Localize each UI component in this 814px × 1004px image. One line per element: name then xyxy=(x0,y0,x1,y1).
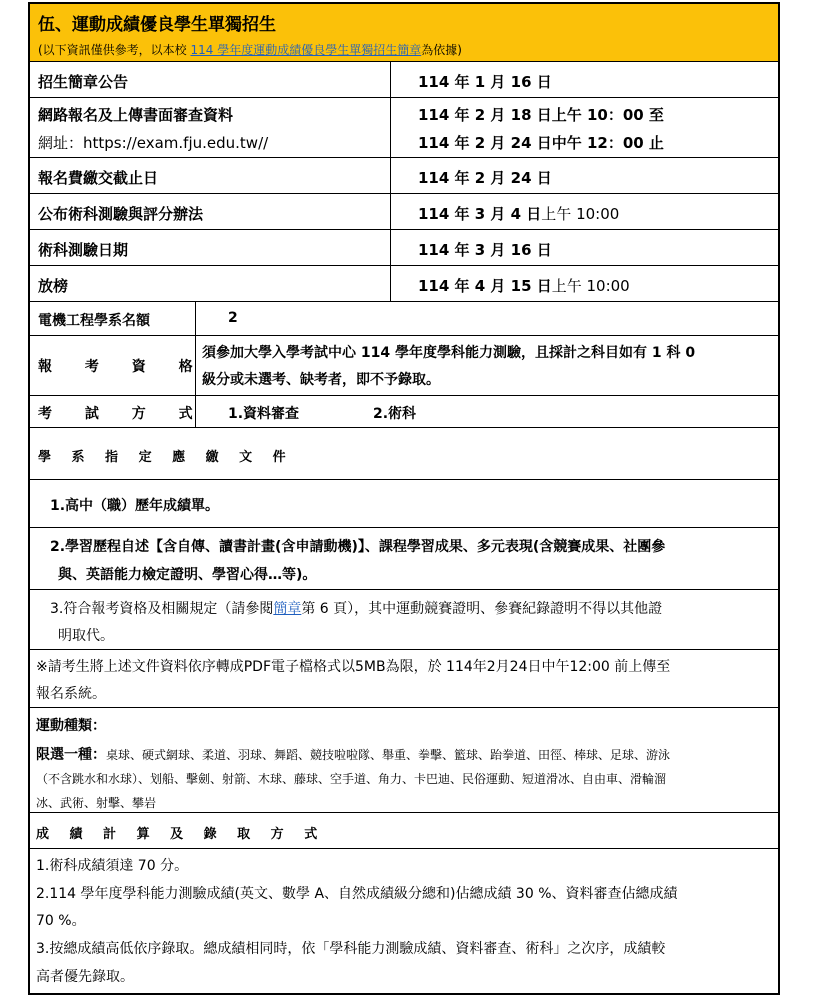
sports-line3: 冰、武術、射擊、攀岩 xyxy=(36,796,157,810)
schedule-label: 公布術科測驗與評分辦法 xyxy=(38,205,204,223)
schedule-label: 術科測驗日期 xyxy=(38,241,129,259)
schedule-value: 114 年 2 月 18 日上午 10：00 至 xyxy=(418,106,664,124)
schedule-value: 114 年 4 月 15 日上午 10:00 xyxy=(418,277,630,295)
schedule-row-fee xyxy=(30,158,778,194)
sports-heading: 運動種類： xyxy=(36,718,106,734)
documents-notice-row xyxy=(30,650,778,708)
schedule-label: 放榜 xyxy=(38,277,69,295)
documents-item2-row xyxy=(30,528,778,590)
sports-line2: （不含跳水和水球）、划船、擊劍、射箭、木球、藤球、空手道、角力、卡巴迪、民俗運動、短道滑冰、自由車、滑輪溜 xyxy=(36,772,667,786)
eligibility-label: 報 考 資 格 xyxy=(38,359,207,375)
documents-item1-row xyxy=(30,480,778,528)
schedule-value-end: 114 年 2 月 24 日中午 12：00 止 xyxy=(418,134,664,152)
header-note: (以下資訊僅供參考，以本校 114 學年度運動成績優良學生單獨招生簡章為依據) xyxy=(38,43,462,57)
admission-info-table xyxy=(28,2,780,995)
scoring-line2: 2.114 學年度學科能力測驗成績(英文、數學 A、自然成績級分總和)佔總成績 30 %、資料審查佔總成績 xyxy=(36,886,678,902)
sports-row xyxy=(30,708,778,813)
eligibility-line2: 級分或未選考、缺考者，即不予錄取。 xyxy=(202,372,440,388)
eligibility-row xyxy=(30,336,778,396)
schedule-label: 報名費繳交截止日 xyxy=(38,169,159,187)
scoring-heading: 成 績 計 算 及 錄 取 方 式 xyxy=(36,827,326,842)
schedule-label: 招生簡章公告 xyxy=(38,73,129,91)
documents-heading-row xyxy=(30,428,778,480)
schedule-value: 114 年 3 月 16 日 xyxy=(418,241,552,259)
schedule-label: 網路報名及上傳書面審查資料 xyxy=(38,106,234,124)
schedule-value: 114 年 3 月 4 日上午 10:00 xyxy=(418,205,620,223)
documents-item3-row xyxy=(30,590,778,650)
documents-notice-line2: 報名系統。 xyxy=(36,686,106,702)
quota-row xyxy=(30,302,778,336)
schedule-value: 114 年 1 月 16 日 xyxy=(418,73,552,91)
documents-heading: 學 系 指 定 應 繳 文 件 xyxy=(38,450,294,465)
exam-method-row xyxy=(30,396,778,428)
scoring-line1: 1.術科成績須達 70 分。 xyxy=(36,858,189,874)
exam-method-item2: 2.術科 xyxy=(373,406,417,422)
exam-method-item1: 1.資料審查 xyxy=(228,406,300,422)
registration-url[interactable]: 網址：https://exam.fju.edu.tw// xyxy=(38,134,269,152)
brochure-page-link[interactable]: 簡章 xyxy=(273,601,302,617)
schedule-value: 114 年 2 月 24 日 xyxy=(418,169,552,187)
eligibility-line1: 須參加大學入學考試中心 114 學年度學科能力測驗，且採計之科目如有 1 科 0 xyxy=(202,345,696,361)
brochure-link[interactable]: 114 學年度運動成績優良學生單獨招生簡章 xyxy=(190,43,422,57)
documents-item2-line1: 2.學習歷程自述【含自傳、讀書計畫(含申請動機)】、課程學習成果、多元表現(含競賽成果、社團參 xyxy=(50,539,666,555)
sports-line1: 限選一種：桌球、硬式網球、柔道、羽球、舞蹈、競技啦啦隊、舉重、拳擊、籃球、跆拳道、田徑、棒球、足球、游泳 xyxy=(36,747,671,763)
scoring-heading-row xyxy=(30,813,778,849)
header-row xyxy=(30,4,778,62)
scoring-body xyxy=(30,849,778,995)
quota-label: 電機工程學系名額 xyxy=(38,313,150,329)
documents-notice-line1: ※請考生將上述文件資料依序轉成PDF電子檔格式以5MB為限，於 114年2月24日中午12:00 前上傳至 xyxy=(36,659,671,675)
exam-method-label: 考 試 方 式 xyxy=(38,406,207,422)
schedule-row-rules xyxy=(30,194,778,230)
documents-item1: 1.高中（職）歷年成績單。 xyxy=(50,498,220,514)
section-title: 伍、運動成績優良學生單獨招生 xyxy=(38,15,276,35)
schedule-row-brochure xyxy=(30,62,778,98)
documents-item3-line2: 明取代。 xyxy=(58,628,114,644)
documents-item3-line1: 3.符合報考資格及相關規定（請參閱簡章第 6 頁），其中運動競賽證明、參賽紀錄證明不得以其他證 xyxy=(50,601,663,617)
scoring-line4: 3.按總成績高低依序錄取。總成績相同時，依「學科能力測驗成績、資料審查、術科」之次序，成績較 xyxy=(36,941,666,957)
schedule-row-results xyxy=(30,266,778,302)
scoring-line3: 70 %。 xyxy=(36,913,86,929)
schedule-row-registration xyxy=(30,98,778,158)
documents-item2-line2: 與、英語能力檢定證明、學習心得…等)。 xyxy=(58,567,317,583)
sports-limit-label: 限選一種： xyxy=(36,747,106,763)
quota-value: 2 xyxy=(228,310,238,326)
schedule-row-test-date xyxy=(30,230,778,266)
scoring-line5: 高者優先錄取。 xyxy=(36,969,134,985)
